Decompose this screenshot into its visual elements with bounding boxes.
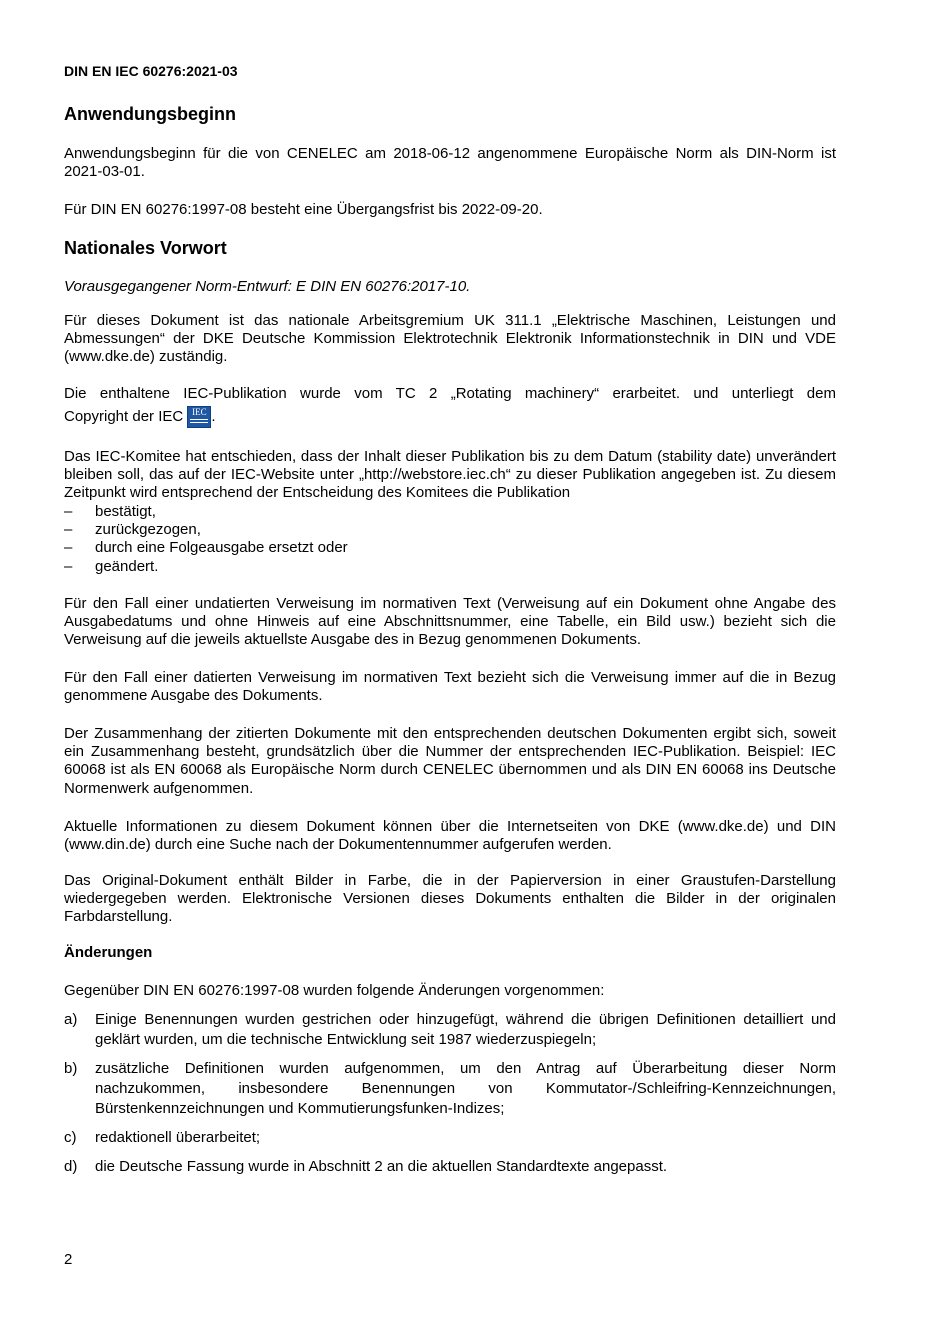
dash-list [64, 503, 836, 576]
changes-list [64, 1010, 836, 1177]
list-item: c) redaktionell überarbeitet; [64, 1129, 261, 1146]
paragraph-datierte-verweisung: Für den Fall einer datierten Verweisung im normativen Text bezieht sich die Verweisung immer auf die in Bezug genommene Ausgabe des Dokuments. [64, 669, 836, 705]
paragraph-zusammenhang: Der Zusammenhang der zitierten Dokumente mit den entsprechenden deutschen Dokumenten ergibt sich, soweit ein Zusammenhang besteht, grundsätzlich über die Nummer der entsprechenden IEC-Publikation. Beispiel: IEC 60068 ist als EN 60068 als Europäische Norm durch CENELEC übernommen und als DIN EN 60068 ins Deutsche Normenwerk aufgenommen. [64, 725, 836, 797]
copyright-period: . [211, 408, 216, 426]
iec-logo-icon: IEC [187, 406, 211, 428]
list-item: d) die Deutsche Fassung wurde in Abschnitt 2 an die aktuellen Standardtexte angepasst. [64, 1158, 668, 1175]
paragraph-arbeitsgremium: Für dieses Dokument ist das nationale Arbeitsgremium UK 311.1 „Elektrische Maschinen, Leistungen und Abmessungen“ der DKE Deutsche Kommission Elektrotechnik Elektronik Informationstechnik in DIN und VDE (www.dke.de) zuständig. [64, 312, 836, 366]
paragraph-original-dokument: Das Original-Dokument enthält Bilder in Farbe, die in der Papierversion in einer Graustufen-Darstellung wiedergegeben werden. Elektronische Versionen dieses Dokuments enthalten die Bilder in der originalen Farbdarstellung. [64, 872, 836, 926]
iec-publikation-line2 [64, 406, 836, 428]
paragraph-undatierte-verweisung: Für den Fall einer undatierten Verweisung im normativen Text (Verweisung auf ein Dokument ohne Angabe des Ausgabedatums und ohne Hinweis auf eine Abschnittsnummer, eine Tabelle, ein Bild usw.) bezieht sich die Verweisung auf die jeweils aktuellste Ausgabe des in Bezug genommenen Dokuments. [64, 595, 836, 649]
list-item: – zurückgezogen, [64, 521, 201, 539]
list-item: a) Einige Benennungen wurden gestrichen oder hinzugefügt, während die übrigen Definitionen detailliert und geklärt wurden, um die technische Entwicklung seit 1987 wiederzuspiegeln; [64, 1011, 836, 1048]
list-item: – durch eine Folgeausgabe ersetzt oder [64, 539, 348, 557]
section-title-nationales-vorwort: Nationales Vorwort [64, 238, 227, 258]
paragraph-uebergangsfrist: Für DIN EN 60276:1997-08 besteht eine Übergangsfrist bis 2022-09-20. [64, 201, 543, 218]
copyright-text: Copyright der IEC [64, 408, 184, 426]
paragraph-norm-entwurf: Vorausgegangener Norm-Entwurf: E DIN EN 60276:2017-10. [64, 278, 471, 295]
paragraph-aenderungen-intro: Gegenüber DIN EN 60276:1997-08 wurden folgende Änderungen vorgenommen: [64, 982, 605, 999]
document-id-header: DIN EN IEC 60276:2021-03 [64, 63, 238, 79]
section-title-anwendungsbeginn: Anwendungsbeginn [64, 104, 236, 124]
iec-publikation-line1: Die enthaltene IEC-Publikation wurde vom TC 2 „Rotating machinery“ erarbeitet. und unterliegt dem [64, 385, 836, 402]
list-item: b) zusätzliche Definitionen wurden aufgenommen, um den Antrag auf Überarbeitung dieser Norm nachzukommen, insbesondere Benennungen von Kommutator-/Schleifring-Kennzeichnungen, Bürstenkennzeichnungen und Kommutierungsfunken-Indizes; [64, 1060, 836, 1117]
paragraph-iec-komitee: Das IEC-Komitee hat entschieden, dass der Inhalt dieser Publikation bis zu dem Datum (stability date) unverändert bleiben soll, das auf der IEC-Website unter „http://webstore.iec.ch“ zu dieser Publikation angegeben ist. Zu diesem Zeitpunkt wird entsprechend der Entscheidung des Komitees die Publikation [64, 448, 836, 502]
paragraph-iec-publikation [64, 385, 836, 428]
page-number: 2 [64, 1251, 73, 1268]
list-item: – geändert. [64, 557, 159, 575]
paragraph-anwendungsbeginn: Anwendungsbeginn für die von CENELEC am 2018-06-12 angenommene Europäische Norm als DIN-Norm ist 2021-03-01. [64, 145, 836, 181]
section-title-aenderungen: Änderungen [64, 944, 153, 961]
list-item: – bestätigt, [64, 503, 156, 520]
paragraph-aktuelle-informationen: Aktuelle Informationen zu diesem Dokument können über die Internetseiten von DKE (www.dke.de) und DIN (www.din.de) durch eine Suche nach der Dokumentennummer aufgerufen werden. [64, 818, 836, 854]
